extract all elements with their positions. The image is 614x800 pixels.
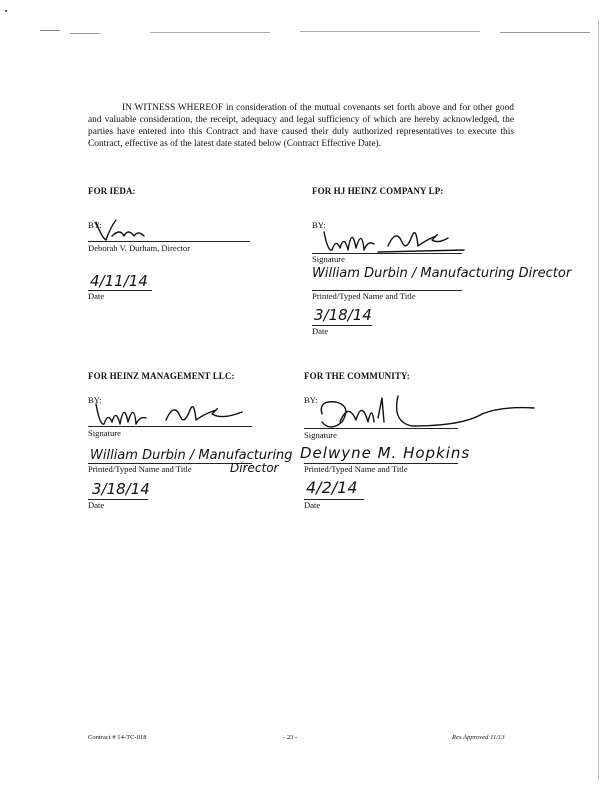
iedda-signature [94, 214, 154, 244]
iedda-signer-name: Deborah V. Durham, Director [88, 243, 191, 253]
scan-artifact [500, 32, 590, 33]
iedda-by-label: BY: [88, 220, 102, 230]
scan-artifact [70, 33, 100, 34]
community-name-label: Printed/Typed Name and Title [304, 464, 408, 474]
hj-heinz-heading: FOR HJ HEINZ COMPANY LP: [312, 186, 444, 196]
heinz-mgmt-heading: FOR HEINZ MANAGEMENT LLC: [88, 371, 235, 381]
scan-artifact [598, 20, 599, 780]
footer-contract-number: Contract # 14-TC-018 [88, 734, 147, 741]
hj-heinz-date-handwritten: 3/18/14 [314, 306, 372, 324]
scan-artifact [5, 10, 7, 12]
heinz-mgmt-signature-label: Signature [88, 428, 121, 438]
footer-page-number: - 23 - [283, 734, 298, 741]
footer-approved: Res Approved 11/13 [452, 734, 505, 741]
community-by-label: BY: [304, 395, 318, 405]
community-name-handwritten: Delwyne M. Hopkins [300, 444, 471, 462]
community-signature [312, 392, 542, 436]
heinz-mgmt-name-handwritten-2: Director [230, 461, 279, 475]
iedda-date-label: Date [88, 291, 105, 301]
iedda-signature-line [88, 241, 250, 242]
community-signature-label: Signature [304, 430, 337, 440]
heinz-mgmt-date-label: Date [88, 500, 105, 510]
hj-heinz-name-label: Printed/Typed Name and Title [312, 291, 416, 301]
iedda-heading: FOR IEDA: [88, 186, 136, 196]
community-signature-line [304, 428, 458, 429]
scan-artifact [300, 31, 480, 32]
community-date-label: Date [304, 500, 321, 510]
witness-paragraph: IN WITNESS WHEREOF in consideration of the mutual covenants set forth above and for other good and valuable consideration, the receipt, adequacy and legal sufficiency of which are hereby acknowledged, the parties have entered into this Contract and have caused their duly authorized representatives to execute this Contract, effective as of the latest date stated below (Contract Effective Date). [88, 103, 514, 150]
hj-heinz-by-label: BY: [312, 220, 326, 230]
heinz-mgmt-name-handwritten: William Durbin / Manufacturing [90, 448, 293, 463]
iedda-date-handwritten: 4/11/14 [90, 272, 148, 290]
community-date-handwritten: 4/2/14 [306, 478, 358, 497]
hj-heinz-date-label: Date [312, 326, 329, 336]
community-heading: FOR THE COMMUNITY: [304, 371, 410, 381]
heinz-mgmt-signature-line [88, 426, 252, 427]
scan-artifact [150, 32, 270, 33]
heinz-mgmt-name-label: Printed/Typed Name and Title [88, 464, 192, 474]
heinz-mgmt-by-label: BY: [88, 395, 102, 405]
heinz-mgmt-date-handwritten: 3/18/14 [92, 480, 150, 498]
hj-heinz-signature-label: Signature [312, 254, 345, 264]
hj-heinz-name-handwritten: William Durbin / Manufacturing Director [312, 266, 572, 281]
scan-artifact [40, 30, 60, 31]
